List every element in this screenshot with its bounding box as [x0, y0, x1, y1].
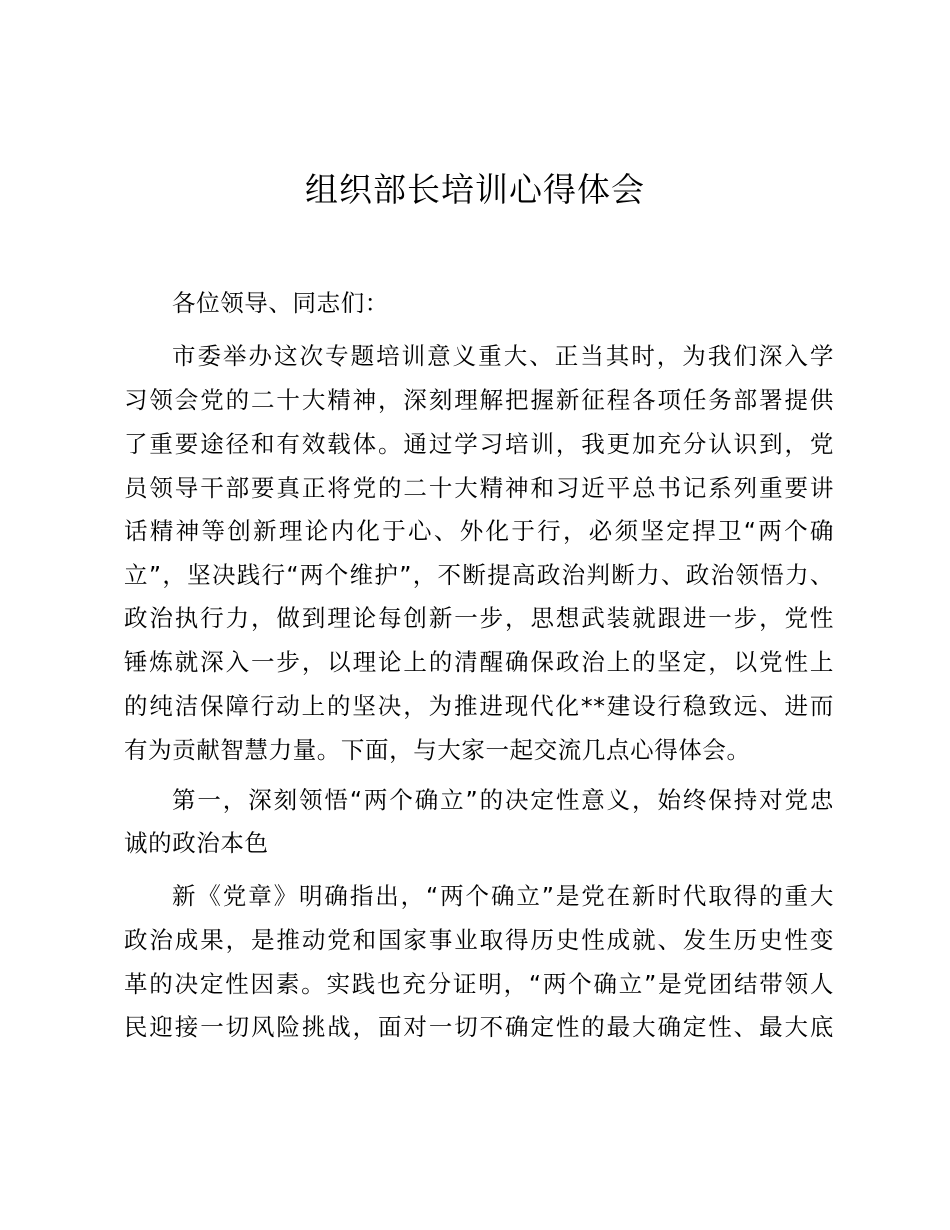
paragraph-1-line-6: 立”，坚决践行“两个维护”，不断提高政治判断力、政治领悟力、	[124, 561, 834, 589]
paragraph-1-line-9: 的纯洁保障行动上的坚决，为推进现代化**建设行稳致远、进而	[124, 692, 834, 720]
paragraph-2-line-3: 革的决定性因素。实践也充分证明，“两个确立”是党团结带领人	[124, 970, 834, 998]
document-title: 组织部长培训心得体会	[305, 170, 645, 209]
paragraph-2-line-4: 民迎接一切风险挑战，面对一切不确定性的最大确定性、最大底	[124, 1013, 834, 1041]
heading-1-line-2: 诚的政治本色	[124, 829, 269, 857]
paragraph-2-line-2: 政治成果，是推动党和国家事业取得历史性成就、发生历史性变	[124, 926, 834, 954]
paragraph-1-line-7: 政治执行力，做到理论每创新一步，思想武装就跟进一步，党性	[124, 604, 834, 632]
salutation: 各位领导、同志们：	[172, 289, 389, 317]
paragraph-1-line-4: 员领导干部要真正将党的二十大精神和习近平总书记系列重要讲	[124, 474, 834, 502]
paragraph-2-line-1: 新《党章》明确指出，“两个确立”是党在新时代取得的重大	[172, 882, 834, 910]
paragraph-1-line-10: 有为贡献智慧力量。下面，与大家一起交流几点心得体会。	[124, 736, 751, 764]
heading-1-line-1: 第一，深刻领悟“两个确立”的决定性意义，始终保持对党忠	[172, 786, 834, 814]
paragraph-1-line-1: 市委举办这次专题培训意义重大、正当其时，为我们深入学	[172, 342, 834, 370]
paragraph-1-line-2: 习领会党的二十大精神，深刻理解把握新征程各项任务部署提供	[124, 386, 834, 414]
paragraph-1-line-8: 锤炼就深入一步，以理论上的清醒确保政治上的坚定，以党性上	[124, 648, 834, 676]
paragraph-1-line-5: 话精神等创新理论内化于心、外化于行，必须坚定捍卫“两个确	[124, 517, 834, 545]
paragraph-1-line-3: 了重要途径和有效载体。通过学习培训，我更加充分认识到，党	[124, 430, 834, 458]
